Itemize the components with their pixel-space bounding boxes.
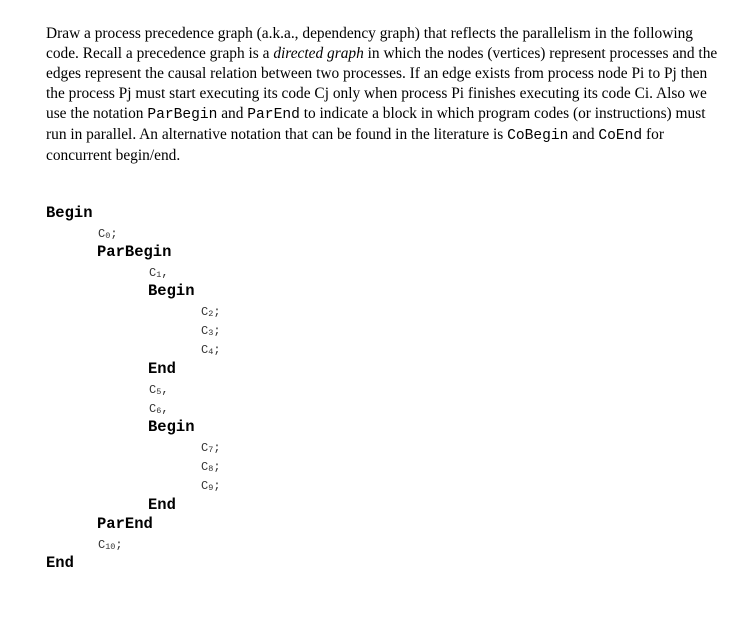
code-c4: $C_4$; [201, 343, 221, 357]
keyword-end-block-2: End [148, 496, 176, 514]
statement-text-5: and [568, 126, 599, 143]
notation-cobegin: CoBegin [507, 128, 569, 144]
keyword-end-block-1: End [148, 360, 176, 378]
statement-text-6: for concurrent begin/end. [46, 126, 664, 164]
statement-text-1: Draw a process precedence graph (a.k.a., dependency graph) that reflects the parallelism in the following code. Recall a precedence graph is a [46, 25, 693, 62]
keyword-parend: ParEnd [97, 515, 153, 533]
code-c1: $C_1$, [149, 266, 169, 280]
code-c5: $C_5$, [149, 383, 169, 397]
code-c0: $C_0$; [98, 227, 118, 241]
keyword-begin-block-1: Begin [148, 282, 195, 300]
keyword-end-outer: End [46, 554, 74, 572]
code-c6: $C_6$, [149, 402, 169, 416]
statement-text-3: and [217, 105, 248, 122]
keyword-parbegin: ParBegin [97, 243, 172, 261]
code-c7: $C_7$; [201, 441, 221, 455]
keyword-begin-block-2: Begin [148, 418, 195, 436]
code-c10: $C_{10}$; [98, 538, 123, 552]
statement-emphasis: directed graph [273, 45, 364, 62]
notation-parbegin: ParBegin [147, 107, 218, 123]
code-c3: $C_3$; [201, 324, 221, 338]
code-c9: $C_9$; [201, 479, 221, 493]
statement-text-4: to indicate a block in which program codes (or instructions) must run in parallel. An alternative notation that can be found in the literature is [46, 105, 706, 143]
code-c2: $C_2$; [201, 305, 221, 319]
statement-text-2: in which the nodes (vertices) represent processes and the edges represent the causal relation between two processes. If an edge exists from process node Pi to Pj then the process Pj must start executing its code Cj only when process Pi finishes executing its code Ci. Also we use the notation [46, 45, 718, 122]
notation-coend: CoEnd [598, 128, 643, 144]
keyword-begin-outer: Begin [46, 204, 93, 222]
code-c8: $C_8$; [201, 460, 221, 474]
notation-parend: ParEnd [247, 107, 300, 123]
